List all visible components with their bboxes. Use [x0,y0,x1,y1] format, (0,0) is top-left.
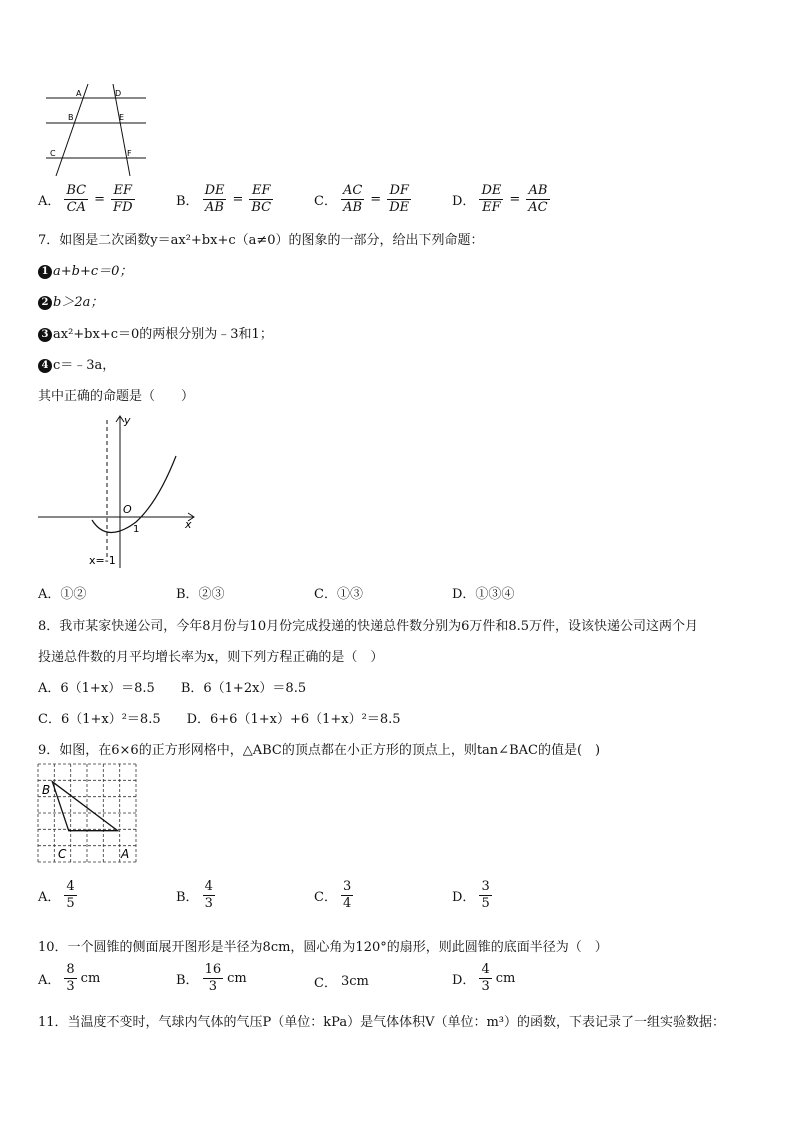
q7-question: 其中正确的命题是（ ） [38,389,195,404]
q10-stem: 10．一个圆锥的侧面展开图形是半径为8cm，圆心角为120°的扇形，则此圆锥的底面半径为（ ） [38,940,608,955]
label-F: F [127,149,132,158]
tick-one: 1 [133,524,140,535]
q9-option-a: A． $\frac{4}{5}$ [38,879,75,911]
label-A: A [76,89,82,98]
vertex-C: C [58,847,67,861]
circled-number-icon: 4 [38,359,52,373]
q9-stem: 9．如图，在6×6的正方形网格中，△ABC的顶点都在小正方形的顶点上，则tan∠BAC的值是( ) [38,743,601,758]
circled-number-icon: 2 [38,296,52,310]
label-D: D [115,89,122,98]
q10-option-a: A． $\frac{8}{3}$ cm [38,962,101,994]
parallel-lines-figure [40,84,152,176]
q11-stem: 11．当温度不变时，气球内气体的气压P（单位：kPa）是气体体积V（单位：m³）的函数，下表记录了一组实验数据： [38,1015,726,1030]
q7-item-3: 3 ax²+bx+c＝0的两根分别为﹣3和1； [38,323,273,342]
x-axis-label: x [185,518,192,531]
axis-of-symmetry-label: x=-1 [89,554,116,567]
q6-option-d: D． $\frac{DE}{EF}$ = $\frac{AB}{AC}$ [452,183,548,215]
label-E: E [119,113,125,122]
q6-option-b: B． $\frac{DE}{AB}$ = $\frac{EF}{BC}$ [176,183,272,215]
circled-number-icon: 3 [38,328,52,342]
q6-option-a: A． $\frac{BC}{CA}$ = $\frac{EF}{FD}$ [38,183,133,215]
q9-option-d: D． $\frac{3}{5}$ [452,879,490,911]
q9-option-b: B． $\frac{4}{3}$ [176,879,213,911]
q7-option-b: B．②③ [176,587,225,602]
q7-option-d: D．①③④ [452,587,515,602]
q7-item-4: 4 c＝﹣3a， [38,354,115,373]
q8-options-line-1: A．6（1+x）＝8.5 B．6（1+2x）＝8.5 [38,681,307,696]
q8-stem-line-2: 投递总件数的月平均增长率为x，则下列方程正确的是（ ） [38,650,384,665]
origin-label: O [123,503,132,516]
q8-stem-line-1: 8．我市某家快递公司，今年8月份与10月份完成投递的快递总件数分别为6万件和8.5万件，设该快递公司这两个月 [38,619,699,634]
q9-option-c: C． $\frac{3}{4}$ [314,879,352,911]
q7-option-c: C．①③ [314,587,363,602]
label-B: B [68,113,74,122]
q7-option-a: A．①② [38,587,87,602]
q6-option-c: C． $\frac{AC}{AB}$ = $\frac{DF}{DE}$ [314,183,410,215]
y-axis-label: y [124,414,131,427]
parabola-graph [36,410,198,572]
label-C: C [50,149,56,158]
vertex-A: A [121,847,130,861]
q8-options-line-2: C．6（1+x）²＝8.5 D．6+6（1+x）+6（1+x）²＝8.5 [38,712,401,727]
grid-triangle-figure [36,762,140,866]
circled-number-icon: 1 [38,265,52,279]
q7-item-1: 1 a+b+c＝0； [38,260,132,279]
q7-stem: 7．如图是二次函数y＝ax²+bx+c（a≠0）的图象的一部分，给出下列命题： [38,233,484,248]
q10-option-d: D． $\frac{4}{3}$ cm [452,962,516,994]
vertex-B: B [42,783,51,797]
q10-option-b: B． $\frac{16}{3}$ cm [176,962,247,994]
q10-option-c: C． 3cm [314,974,369,991]
q7-item-2: 2 b＞2a； [38,291,103,310]
